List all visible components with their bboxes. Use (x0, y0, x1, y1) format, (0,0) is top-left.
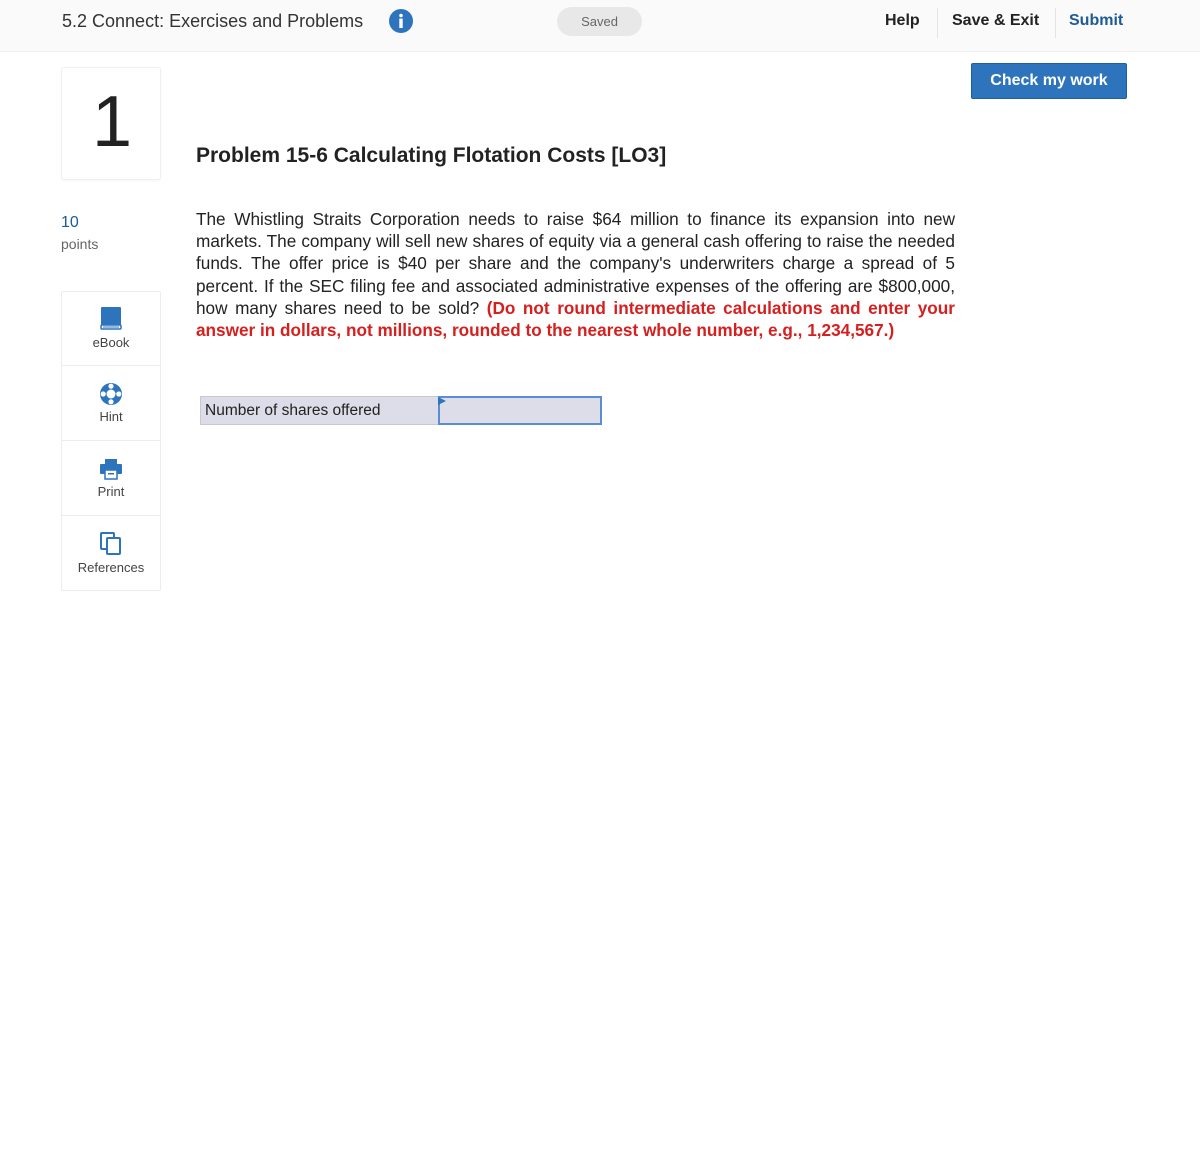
points-value: 10 (61, 214, 79, 231)
question-number: 1 (91, 82, 133, 162)
problem-text (196, 208, 955, 341)
points-label: points (61, 236, 99, 252)
input-flag-icon (438, 397, 446, 405)
submit-link[interactable]: Submit (1069, 12, 1124, 29)
saved-status-badge: Saved (557, 7, 642, 36)
shares-offered-input[interactable] (438, 396, 602, 425)
tool-print[interactable] (62, 442, 160, 516)
problem-title: Problem 15-6 Calculating Flotation Costs [LO3] (196, 144, 667, 167)
check-my-work-button[interactable]: Check my work (971, 63, 1127, 99)
tool-hint[interactable] (62, 367, 160, 441)
book-icon (99, 306, 123, 330)
nav-divider (1055, 8, 1056, 38)
tool-references[interactable] (62, 517, 160, 591)
lifebuoy-icon (99, 382, 123, 406)
tool-ebook[interactable] (62, 292, 160, 366)
problem-instruction: (Do not round intermediate calculations and enter your answer in dollars, not millions, rounded to the nearest whole number, e.g., 1,234,567.) (196, 297, 955, 341)
top-header (0, 0, 1200, 52)
copy-documents-icon (99, 531, 123, 555)
save-exit-link[interactable]: Save & Exit (952, 12, 1040, 29)
tool-label: Print (97, 484, 125, 499)
question-number-card (61, 67, 161, 180)
problem-body: The Whistling Straits Corporation needs to raise $64 million to finance its expansion into new markets. The company will sell new shares of equity via a general cash offering to raise the needed funds. The offer price is $40 per share and the company's underwriters charge a spread of 5 percent. If the SEC filing fee and associated administrative expenses of the offering are $800,000, how many shares need to be sold? (196, 209, 955, 318)
tool-label: eBook (92, 335, 130, 350)
question-tools-panel (61, 291, 161, 591)
answer-row (200, 396, 601, 425)
tool-label: Hint (99, 409, 123, 424)
help-link[interactable]: Help (885, 12, 920, 29)
printer-icon (99, 457, 123, 481)
info-icon[interactable] (389, 9, 413, 33)
assignment-title: 5.2 Connect: Exercises and Problems (62, 11, 364, 31)
nav-divider (937, 8, 938, 38)
answer-label: Number of shares offered (205, 402, 381, 419)
tool-label: References (77, 560, 145, 575)
